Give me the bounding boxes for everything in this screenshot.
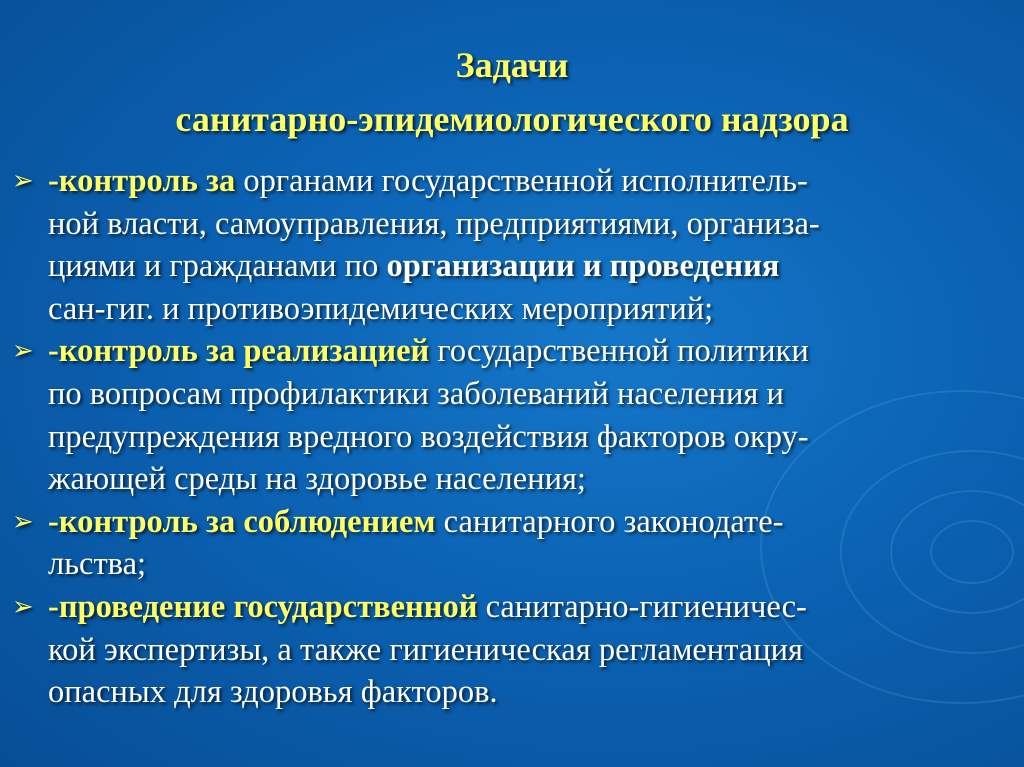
- slide-title: [0, 38, 1024, 146]
- item-line: [48, 245, 1015, 288]
- item-line: опасных для здоровья факторов.: [48, 674, 498, 711]
- item-highlight: -контроль за соблюдением: [48, 503, 436, 540]
- list-item: [10, 160, 1015, 330]
- item-line: [48, 501, 1015, 544]
- item-line: жающей среды на здоровье населения;: [48, 461, 586, 498]
- item-line: [48, 160, 1015, 203]
- arrow-chevron-icon: ➢: [12, 506, 34, 537]
- arrow-chevron-icon: ➢: [12, 166, 34, 196]
- list-item: [10, 501, 1015, 586]
- title-line-1: Задачи: [455, 45, 569, 85]
- title-line-2: санитарно-эпидемиологического надзора: [175, 99, 849, 139]
- item-text: санитарного законодате-: [435, 503, 784, 540]
- item-highlight: -контроль за: [48, 163, 236, 199]
- item-bold-text: организации и проведения: [386, 248, 780, 285]
- arrow-chevron-icon: ➢: [12, 591, 34, 622]
- item-line: по вопросам профилактики заболеваний населения и: [48, 375, 784, 412]
- item-text: органами государственной исполнитель-: [235, 163, 808, 199]
- item-text: государственной политики: [429, 333, 809, 370]
- item-line: ной власти, самоуправления, предприятиями, организа-: [48, 205, 820, 242]
- tasks-list: [10, 160, 1015, 714]
- item-highlight: -контроль за реализацией: [48, 333, 430, 370]
- item-line: [48, 586, 1015, 629]
- item-line: [48, 330, 1015, 373]
- item-highlight: -проведение государственной: [48, 588, 478, 625]
- list-item: [10, 586, 1015, 714]
- item-text: циями и гражданами по: [48, 248, 387, 285]
- item-line: льства;: [48, 546, 147, 583]
- item-line: сан-гиг. и противоэпидемических мероприятий;: [48, 290, 714, 327]
- item-line: кой экспертизы, а также гигиеническая регламентация: [48, 631, 803, 668]
- arrow-chevron-icon: ➢: [12, 336, 34, 367]
- list-item: [10, 330, 1015, 500]
- item-text: санитарно-гигиеничес-: [477, 588, 807, 625]
- item-line: предупреждения вредного воздействия факторов окру-: [48, 418, 809, 455]
